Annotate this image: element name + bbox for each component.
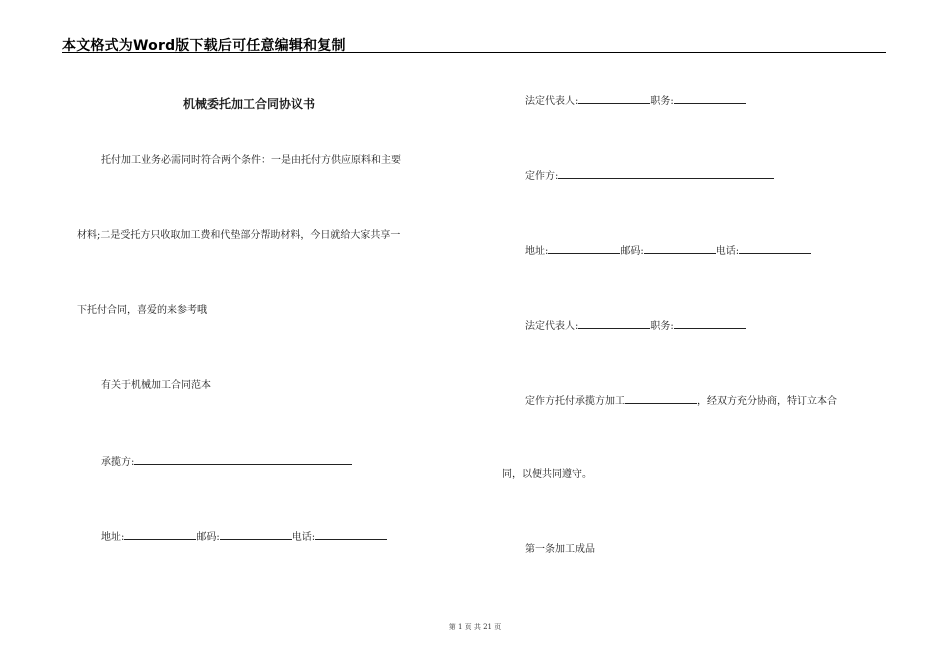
phone-blank — [739, 243, 811, 254]
intro-paragraph-line-1: 托付加工业务必需同时符合两个条件：一是由托付方供应原料和主要 — [101, 155, 401, 166]
contractor-label: 承揽方: — [101, 457, 135, 468]
section-heading: 有关于机械加工合同范本 — [101, 380, 211, 391]
document-title: 机械委托加工合同协议书 — [183, 97, 316, 111]
phone-label: 电话: — [291, 532, 316, 543]
position-label: 职务: — [650, 96, 674, 107]
address-label: 地址: — [525, 246, 549, 257]
clause-text-a: 定作方托付承揽方加工 — [525, 396, 625, 407]
legal-rep-blank — [578, 93, 650, 104]
client-line — [525, 168, 774, 184]
address-label: 地址: — [101, 532, 125, 543]
clause-line-2: 同，以便共同遵守。 — [502, 469, 592, 480]
clause-line-1 — [525, 393, 837, 409]
client-label: 定作方: — [525, 171, 559, 182]
address-blank — [548, 243, 620, 254]
legal-rep-blank — [578, 318, 650, 329]
legal-rep-label: 法定代表人: — [525, 96, 579, 107]
header-rule — [62, 52, 886, 53]
phone-blank — [315, 529, 387, 540]
position-blank — [674, 93, 746, 104]
postcode-label: 邮码: — [620, 246, 644, 257]
position-label: 职务: — [650, 321, 674, 332]
contractor-line — [101, 454, 352, 470]
phone-label: 电话: — [715, 246, 740, 257]
postcode-blank — [644, 243, 716, 254]
legal-rep-line-2 — [525, 318, 746, 334]
intro-paragraph-line-2: 材料;二是受托方只收取加工费和代垫部分帮助材料，今日就给大家共享一 — [77, 230, 401, 241]
position-blank — [674, 318, 746, 329]
page-number: 第 1 页 共 21 页 — [448, 623, 502, 631]
article-heading: 第一条加工成品 — [525, 544, 595, 555]
postcode-blank — [220, 529, 292, 540]
client-blank — [558, 168, 774, 179]
intro-paragraph-line-3: 下托付合同，喜爱的来参考哦 — [77, 305, 207, 316]
legal-rep-label: 法定代表人: — [525, 321, 579, 332]
postcode-label: 邮码: — [196, 532, 220, 543]
product-blank — [625, 393, 697, 404]
page-header-title: 本文格式为Word版下载后可任意编辑和复制 — [62, 38, 346, 54]
client-contact-line — [525, 243, 811, 259]
address-blank — [124, 529, 196, 540]
clause-text-b: ，经双方充分协商，特订立本合 — [697, 396, 837, 407]
contractor-blank — [134, 454, 352, 465]
contractor-contact-line — [101, 529, 387, 545]
legal-rep-line-1 — [525, 93, 746, 109]
